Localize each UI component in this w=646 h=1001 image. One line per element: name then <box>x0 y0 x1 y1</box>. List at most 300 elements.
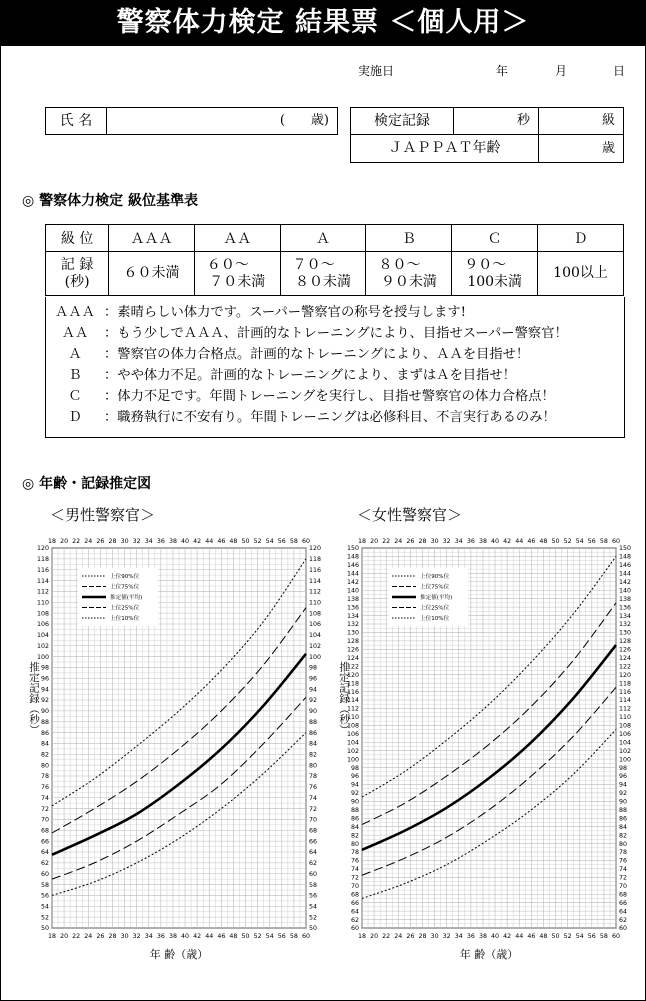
x-tick-label-top: 56 <box>587 538 596 545</box>
y-tick-label-right: 102 <box>619 747 632 755</box>
x-tick-label-top: 58 <box>599 538 608 545</box>
y-tick-label-left: 102 <box>36 642 49 650</box>
y-tick-label-right: 66 <box>619 899 628 907</box>
y-tick-label-right: 70 <box>309 816 318 824</box>
x-tick-label-top: 30 <box>430 538 439 545</box>
y-tick-label-right: 106 <box>309 621 322 629</box>
y-tick-label-left: 118 <box>36 556 49 564</box>
x-tick-label-bottom: 36 <box>156 933 165 940</box>
y-tick-label-left: 148 <box>346 553 359 561</box>
y-tick-label-left: 64 <box>40 849 49 857</box>
x-tick-label-top: 42 <box>193 538 202 545</box>
record-range: 100未満 <box>467 273 523 290</box>
y-tick-label-right: 74 <box>309 794 318 802</box>
x-tick-label-top: 46 <box>527 538 536 545</box>
y-tick-label-right: 64 <box>309 849 318 857</box>
grade-field[interactable] <box>539 108 623 135</box>
x-tick-label-top: 28 <box>418 538 427 545</box>
x-tick-label-top: 26 <box>406 538 415 545</box>
y-tick-label-right: 132 <box>619 621 632 629</box>
x-tick-label-top: 40 <box>491 538 500 545</box>
x-tick-label-bottom: 44 <box>515 933 524 940</box>
x-tick-label-bottom: 30 <box>120 933 129 940</box>
y-tick-label-right: 98 <box>309 664 318 672</box>
legend-label: 上位25%位 <box>110 605 140 612</box>
x-tick-label-top: 54 <box>265 538 274 545</box>
grade-description-row <box>46 324 568 344</box>
date-year-label: 年 <box>496 64 509 78</box>
y-tick-label-right: 80 <box>619 840 628 848</box>
y-tick-label-right: 68 <box>309 827 318 835</box>
y-tick-label-left: 66 <box>40 838 49 846</box>
grade-description-grade: ＡＡＡ <box>55 305 95 320</box>
y-tick-label-left: 78 <box>350 849 359 857</box>
record-cell <box>538 252 624 296</box>
y-tick-label-left: 70 <box>350 882 359 890</box>
grade-description-box <box>45 297 625 438</box>
y-tick-label-left: 116 <box>346 688 359 696</box>
x-tick-label-top: 56 <box>277 538 286 545</box>
y-tick-label-right: 60 <box>309 870 318 878</box>
y-tick-label-right: 94 <box>619 781 628 789</box>
legend-label: 上位90%位 <box>420 574 450 581</box>
jappat-age-field[interactable] <box>539 135 623 162</box>
x-tick-label-top: 32 <box>132 538 141 545</box>
record-range: 100以上 <box>553 265 608 281</box>
x-tick-label-bottom: 48 <box>229 933 238 940</box>
legend-label: 上位75%位 <box>110 584 140 591</box>
y-tick-label-right: 96 <box>619 773 628 781</box>
x-tick-label-top: 30 <box>120 538 129 545</box>
y-tick-label-right: 116 <box>619 688 632 696</box>
y-tick-label-right: 82 <box>309 751 318 759</box>
y-tick-label-left: 84 <box>40 740 49 748</box>
y-tick-label-left: 52 <box>40 914 49 922</box>
x-tick-label-top: 32 <box>442 538 451 545</box>
record-header-label <box>46 252 109 296</box>
x-tick-label-bottom: 32 <box>132 933 141 940</box>
female-chart-title: ＜女性警察官＞ <box>357 506 463 524</box>
y-tick-label-left: 72 <box>350 874 359 882</box>
x-tick-label-top: 18 <box>357 538 367 545</box>
y-tick-label-right: 72 <box>619 874 628 882</box>
y-tick-label-right: 138 <box>619 595 632 603</box>
y-tick-label-left: 110 <box>346 714 359 722</box>
y-tick-label-left: 108 <box>36 610 49 618</box>
grade-description-row <box>46 366 516 386</box>
x-tick-label-bottom: 38 <box>168 933 177 940</box>
y-tick-label-left: 144 <box>346 570 359 578</box>
y-tick-label-right: 62 <box>619 916 628 924</box>
y-tick-label-left: 88 <box>350 806 359 814</box>
y-tick-label-left: 116 <box>36 566 49 574</box>
y-tick-label-right: 108 <box>619 722 632 730</box>
grade-cell: ＡＡ <box>194 225 280 252</box>
x-tick-label-top: 44 <box>205 538 214 545</box>
y-tick-label-left: 146 <box>346 562 359 570</box>
y-tick-label-right: 64 <box>619 908 628 916</box>
y-tick-label-right: 110 <box>619 714 632 722</box>
x-tick-label-bottom: 18 <box>47 933 57 940</box>
y-tick-label-right: 148 <box>619 553 632 561</box>
legend-label: 推定値(平均) <box>420 595 453 602</box>
y-tick-label-left: 70 <box>40 816 49 824</box>
x-tick-label-bottom: 52 <box>253 933 262 940</box>
x-tick-label-bottom: 34 <box>454 933 463 940</box>
y-tick-label-left: 94 <box>40 686 49 694</box>
grade-description-grade: Ａ <box>68 347 82 362</box>
jappat-label: ＪＡＰＰＡＴ年齢 <box>351 135 539 162</box>
x-tick-label-bottom: 56 <box>587 933 596 940</box>
y-tick-label-left: 120 <box>346 671 359 679</box>
legend-label: 上位25%位 <box>420 605 450 612</box>
grade-cell: Ａ <box>280 225 366 252</box>
y-tick-label-left: 80 <box>40 762 49 770</box>
record-cell <box>452 252 538 296</box>
y-tick-label-right: 112 <box>619 705 632 713</box>
y-tick-label-right: 122 <box>619 663 632 671</box>
grade-description-grade: Ｃ <box>68 389 82 404</box>
grade-description-text: ：体力不足です。年間トレーニングを実行し、目指せ警察官の体力合格点！ <box>104 389 555 404</box>
y-tick-label-right: 144 <box>619 570 632 578</box>
y-tick-label-right: 58 <box>309 881 318 889</box>
y-tick-label-right: 108 <box>309 610 322 618</box>
y-tick-label-right: 50 <box>309 925 318 933</box>
grade-description-grade: Ｄ <box>68 410 82 425</box>
record-range: ９０～ <box>464 256 507 273</box>
y-tick-label-left: 90 <box>350 798 359 806</box>
record-box <box>350 107 624 163</box>
grade-description-row <box>46 387 555 407</box>
y-tick-label-left: 138 <box>346 595 359 603</box>
y-tick-label-right: 116 <box>309 566 322 574</box>
x-tick-label-bottom: 46 <box>217 933 226 940</box>
grade-table-heading: ◎ 警察体力検定 級位基準表 <box>22 193 198 209</box>
x-tick-label-top: 18 <box>47 538 57 545</box>
grade-unit: 級 <box>601 113 615 128</box>
charts-heading: ◎ 年齢・記録推定図 <box>22 476 152 492</box>
y-tick-label-left: 104 <box>346 739 359 747</box>
y-tick-label-right: 114 <box>619 697 632 705</box>
y-tick-label-right: 92 <box>619 790 628 798</box>
record-range: ６０未満 <box>123 265 180 281</box>
y-tick-label-right: 92 <box>309 697 318 705</box>
x-tick-label-bottom: 60 <box>611 933 621 940</box>
y-tick-label-left: 94 <box>350 781 359 789</box>
legend-label: 上位10%位 <box>420 616 450 623</box>
record-cell <box>194 252 280 296</box>
y-tick-label-right: 118 <box>309 556 322 564</box>
y-tick-label-left: 82 <box>350 832 359 840</box>
y-tick-label-right: 146 <box>619 562 632 570</box>
grade-description-grade: ＡＡ <box>61 326 89 341</box>
y-tick-label-left: 78 <box>40 773 49 781</box>
y-tick-label-left: 106 <box>346 730 359 738</box>
legend-label: 上位10%位 <box>110 616 140 623</box>
grade-row <box>46 225 624 252</box>
y-tick-label-right: 130 <box>619 629 632 637</box>
y-tick-label-right: 104 <box>309 632 322 640</box>
y-tick-label-left: 84 <box>350 823 359 831</box>
x-tick-label-bottom: 20 <box>370 933 379 940</box>
y-tick-label-right: 56 <box>309 892 318 900</box>
y-tick-label-left: 76 <box>40 784 49 792</box>
record-header-line2: (秒) <box>64 273 90 290</box>
x-tick-label-bottom: 22 <box>72 933 81 940</box>
y-tick-label-right: 140 <box>619 587 632 595</box>
x-tick-label-top: 34 <box>454 538 463 545</box>
y-tick-label-left: 86 <box>350 815 359 823</box>
record-header-line1: 記 録 <box>60 256 94 273</box>
record-range: ８０未満 <box>295 273 352 290</box>
y-tick-label-right: 78 <box>619 849 628 857</box>
y-tick-label-right: 114 <box>309 577 322 585</box>
y-tick-label-left: 62 <box>40 860 49 868</box>
x-tick-label-top: 36 <box>466 538 475 545</box>
x-tick-label-bottom: 50 <box>551 933 560 940</box>
x-tick-label-bottom: 38 <box>478 933 487 940</box>
y-tick-label-right: 96 <box>309 675 318 683</box>
x-tick-label-top: 60 <box>301 538 311 545</box>
y-tick-label-left: 90 <box>40 708 49 716</box>
x-tick-label-bottom: 26 <box>406 933 415 940</box>
y-tick-label-left: 86 <box>40 729 49 737</box>
age-field[interactable]: ( 歳) <box>279 113 329 128</box>
x-tick-label-bottom: 52 <box>563 933 572 940</box>
y-tick-label-left: 92 <box>350 790 359 798</box>
record-label: 検定記録 <box>351 108 454 135</box>
record-range: ８０～ <box>378 256 421 273</box>
y-tick-label-left: 60 <box>350 925 359 933</box>
grade-cell: ＡＡＡ <box>109 225 195 252</box>
y-tick-label-right: 106 <box>619 730 632 738</box>
y-tick-label-left: 54 <box>40 903 49 911</box>
y-tick-label-left: 64 <box>350 908 359 916</box>
y-tick-label-right: 76 <box>619 857 628 865</box>
x-tick-label-top: 50 <box>241 538 250 545</box>
y-tick-label-left: 130 <box>346 629 359 637</box>
x-tick-label-top: 54 <box>575 538 584 545</box>
y-tick-label-left: 108 <box>346 722 359 730</box>
y-tick-label-right: 62 <box>309 860 318 868</box>
grade-description-grade: Ｂ <box>68 368 82 383</box>
y-tick-label-left: 114 <box>346 697 359 705</box>
y-tick-label-left: 50 <box>40 925 49 933</box>
y-tick-label-right: 142 <box>619 578 632 586</box>
y-tick-label-left: 98 <box>350 764 359 772</box>
x-tick-label-top: 36 <box>156 538 165 545</box>
y-tick-label-right: 72 <box>309 805 318 813</box>
legend-label: 推定値(平均) <box>110 595 143 602</box>
x-tick-label-top: 38 <box>168 538 177 545</box>
y-tick-label-left: 96 <box>40 675 49 683</box>
x-tick-label-bottom: 56 <box>277 933 286 940</box>
x-tick-label-bottom: 60 <box>301 933 311 940</box>
y-tick-label-right: 118 <box>619 680 632 688</box>
record-range: ６０～ <box>206 256 249 273</box>
x-tick-label-top: 24 <box>394 538 403 545</box>
grade-description-row <box>46 345 529 365</box>
x-tick-label-top: 48 <box>539 538 548 545</box>
y-tick-label-right: 124 <box>619 654 632 662</box>
x-tick-label-top: 34 <box>144 538 153 545</box>
record-row <box>46 252 624 296</box>
y-tick-label-right: 88 <box>309 718 318 726</box>
male-chart-title: ＜男性警察官＞ <box>50 506 156 524</box>
y-tick-label-left: 132 <box>346 621 359 629</box>
grade-table <box>45 224 624 296</box>
record-cell <box>366 252 452 296</box>
x-tick-label-top: 60 <box>611 538 621 545</box>
y-tick-label-right: 84 <box>619 823 628 831</box>
x-tick-label-bottom: 42 <box>503 933 512 940</box>
y-tick-label-right: 100 <box>619 756 632 764</box>
y-tick-label-right: 104 <box>619 739 632 747</box>
y-tick-label-left: 92 <box>40 697 49 705</box>
x-tick-label-top: 26 <box>96 538 105 545</box>
x-tick-label-bottom: 42 <box>193 933 202 940</box>
y-tick-label-left: 98 <box>40 664 49 672</box>
y-tick-label-left: 68 <box>350 891 359 899</box>
name-label: 氏 名 <box>46 108 107 134</box>
y-tick-label-left: 112 <box>36 588 49 596</box>
x-tick-label-top: 46 <box>217 538 226 545</box>
name-box <box>45 107 338 135</box>
y-tick-label-right: 78 <box>309 773 318 781</box>
y-tick-label-right: 98 <box>619 764 628 772</box>
y-tick-label-right: 100 <box>309 653 322 661</box>
grade-cell: Ｃ <box>452 225 538 252</box>
x-tick-label-top: 24 <box>84 538 93 545</box>
x-tick-label-bottom: 32 <box>442 933 451 940</box>
y-tick-label-left: 106 <box>36 621 49 629</box>
y-tick-label-left: 72 <box>40 805 49 813</box>
grade-description-text: ：やや体力不足。計画的なトレーニングにより、まずはＡを目指せ！ <box>104 368 516 383</box>
y-tick-label-right: 60 <box>619 925 628 933</box>
x-tick-label-bottom: 36 <box>466 933 475 940</box>
y-tick-label-left: 100 <box>36 653 49 661</box>
y-tick-label-right: 136 <box>619 604 632 612</box>
grade-header-label: 級 位 <box>46 225 109 252</box>
y-tick-label-right: 54 <box>309 903 318 911</box>
grade-description-text: ：素晴らしい体力です。スーパー警察官の称号を授与します! <box>104 305 466 320</box>
grade-description-text: ：もう少しでＡＡＡ、計画的なトレーニングにより、目指せスーパー警察官！ <box>104 326 568 341</box>
y-tick-label-left: 150 <box>346 545 359 553</box>
y-axis-title: 推定記録（秒） <box>338 661 350 735</box>
y-tick-label-left: 80 <box>350 840 359 848</box>
female-chart <box>324 530 636 970</box>
seconds-field[interactable] <box>454 108 539 135</box>
y-tick-label-right: 110 <box>309 599 322 607</box>
y-tick-label-right: 68 <box>619 891 628 899</box>
y-tick-label-right: 90 <box>309 708 318 716</box>
y-tick-label-right: 80 <box>309 762 318 770</box>
x-tick-label-bottom: 40 <box>181 933 190 940</box>
date-day-label: 日 <box>613 64 626 78</box>
y-tick-label-left: 62 <box>350 916 359 924</box>
y-tick-label-left: 134 <box>346 612 359 620</box>
x-tick-label-top: 42 <box>503 538 512 545</box>
date-label: 実施日 <box>358 64 395 78</box>
y-tick-label-right: 102 <box>309 642 322 650</box>
y-tick-label-left: 56 <box>40 892 49 900</box>
y-tick-label-right: 76 <box>309 784 318 792</box>
grade-description-text: ：職務執行に不安有り。年間トレーニングは必修科目、不言実行あるのみ！ <box>104 410 556 425</box>
y-tick-label-right: 70 <box>619 882 628 890</box>
x-axis-title: 年 齢（歳） <box>459 948 519 961</box>
y-tick-label-left: 118 <box>346 680 359 688</box>
x-tick-label-bottom: 46 <box>527 933 536 940</box>
x-tick-label-top: 44 <box>515 538 524 545</box>
legend-label: 上位75%位 <box>420 584 450 591</box>
x-tick-label-bottom: 48 <box>539 933 548 940</box>
x-tick-label-bottom: 26 <box>96 933 105 940</box>
x-tick-label-bottom: 24 <box>84 933 93 940</box>
grade-cell: Ｄ <box>538 225 624 252</box>
y-tick-label-right: 86 <box>619 815 628 823</box>
x-tick-label-bottom: 28 <box>108 933 117 940</box>
male-chart <box>14 530 326 970</box>
jappat-age-unit: 歳 <box>601 141 615 156</box>
x-tick-label-top: 48 <box>229 538 238 545</box>
x-tick-label-top: 52 <box>563 538 572 545</box>
y-tick-label-left: 140 <box>346 587 359 595</box>
y-tick-label-left: 126 <box>346 646 359 654</box>
x-tick-label-bottom: 30 <box>430 933 439 940</box>
y-tick-label-left: 100 <box>346 756 359 764</box>
y-tick-label-right: 74 <box>619 866 628 874</box>
x-tick-label-bottom: 50 <box>241 933 250 940</box>
x-tick-label-top: 28 <box>108 538 117 545</box>
x-tick-label-top: 58 <box>289 538 298 545</box>
x-tick-label-bottom: 40 <box>491 933 500 940</box>
record-cell <box>109 252 195 296</box>
x-tick-label-bottom: 44 <box>205 933 214 940</box>
y-tick-label-left: 58 <box>40 881 49 889</box>
x-tick-label-bottom: 58 <box>599 933 608 940</box>
y-tick-label-left: 74 <box>40 794 49 802</box>
record-cell <box>280 252 366 296</box>
x-tick-label-top: 38 <box>478 538 487 545</box>
x-tick-label-top: 40 <box>181 538 190 545</box>
y-tick-label-left: 120 <box>36 545 49 553</box>
y-tick-label-left: 102 <box>346 747 359 755</box>
grade-description-row <box>46 408 556 428</box>
x-tick-label-bottom: 28 <box>418 933 427 940</box>
y-tick-label-left: 112 <box>346 705 359 713</box>
legend-label: 上位90%位 <box>110 574 140 581</box>
x-tick-label-top: 20 <box>370 538 379 545</box>
x-tick-label-bottom: 54 <box>575 933 584 940</box>
y-tick-label-left: 110 <box>36 599 49 607</box>
y-tick-label-right: 88 <box>619 806 628 814</box>
y-tick-label-left: 142 <box>346 578 359 586</box>
x-tick-label-bottom: 54 <box>265 933 274 940</box>
x-axis-title: 年 齢（歳） <box>149 948 209 961</box>
date-month-label: 月 <box>555 64 568 78</box>
y-tick-label-left: 104 <box>36 632 49 640</box>
x-tick-label-bottom: 18 <box>357 933 367 940</box>
y-tick-label-right: 52 <box>309 914 318 922</box>
seconds-unit: 秒 <box>516 113 530 128</box>
y-tick-label-right: 82 <box>619 832 628 840</box>
y-tick-label-right: 90 <box>619 798 628 806</box>
x-tick-label-bottom: 24 <box>394 933 403 940</box>
y-tick-label-left: 76 <box>350 857 359 865</box>
y-tick-label-left: 122 <box>346 663 359 671</box>
y-tick-label-right: 86 <box>309 729 318 737</box>
record-range: ７０未満 <box>209 273 266 290</box>
